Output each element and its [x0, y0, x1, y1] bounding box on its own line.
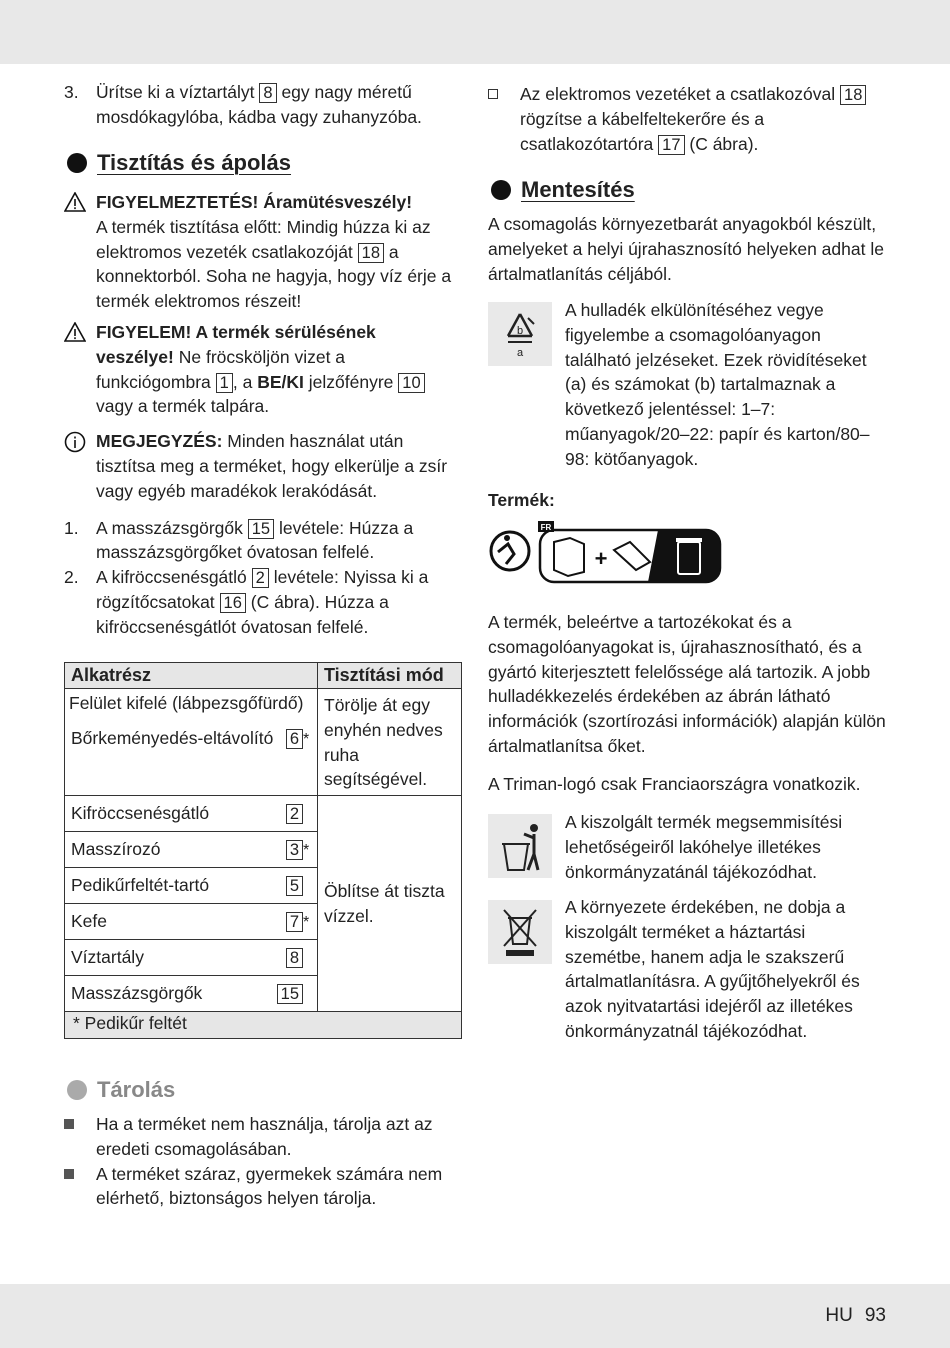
note: MEGJEGYZÉS: Minden használat után tisztítsa meg a terméket, hogy elkerülje a zsír vagy egyéb maradékok lerakódását.	[64, 429, 462, 503]
cleaning-method: Öblítse át tiszta vízzel.	[318, 796, 462, 1012]
svg-text:b: b	[516, 325, 524, 337]
table-footnote: * Pedikűr feltét	[65, 1012, 462, 1039]
recycling-icon	[488, 302, 552, 366]
warning-electric: FIGYELMEZTETÉS! Áramütésveszély! A termék tisztítása előtt: Mindig húzza ki az elektromos vezeték csatlakozóját 18 a konnektorból. Soha ne hagyja, hogy víz érje a termék elektromos részeit!	[64, 190, 462, 314]
table-header: Tisztítási mód	[318, 663, 462, 689]
step-1: 1. A masszázsgörgők 15 levétele: Húzza a masszázsgörgőket óvatosan felfelé.	[64, 517, 414, 563]
product-text: A termék, beleértve a tartozékokat és a csomagolóanyagokat is, újrahasznosítható, és a gyártó kiterjesztett felelőssége alá tartozik. A jobb hulladékkezelés érdekében az ábrán látható információk (szortírozási információk) alapján külön ártalmatlanítsa őket. A Triman-logó csak Franciaországra vonatkozik.	[488, 612, 886, 794]
part-name: Kifröccsenésgátló	[71, 803, 210, 823]
cleaning-table	[64, 662, 462, 1039]
footer-bar	[0, 1284, 950, 1348]
product-label: Termék:	[488, 490, 555, 510]
part-name: Bőrkeményedés-eltávolító	[71, 727, 274, 748]
part-name: Víztartály	[71, 947, 144, 967]
header-bar	[0, 0, 950, 64]
table-row: Felület kifelé (lábpezsgőfürdő) Bőrkeményedés-eltávolító 6 * Törölje át egy enyhén nedves ruha segítségével.	[65, 689, 462, 796]
disposal-intro: A csomagolás környezetbarát anyagokból készült, amelyeket a helyi újrahasznosító helyeken adhat le ártalmatlanítás céljából.	[488, 214, 884, 284]
svg-text:+: +	[594, 546, 608, 571]
info-icon	[64, 431, 86, 453]
triman-logo	[488, 520, 722, 586]
bullet-dot-icon	[67, 153, 87, 173]
square-bullet-icon	[64, 1119, 74, 1129]
part-name: Felület kifelé (lábpezsgőfürdő)	[69, 693, 304, 713]
section-heading-disposal: Mentesítés	[491, 177, 635, 203]
warnings-block	[64, 190, 462, 640]
part-name: Kefe	[71, 911, 107, 931]
bin-text: A kiszolgált termék megsemmisítési lehetőségeiről lakóhelye illetékes önkormányzatánál tájékozódhat.	[565, 812, 843, 882]
warning-triangle-icon	[64, 192, 86, 212]
crossed-bin-icon	[488, 900, 552, 964]
waste-bin-icon	[488, 814, 552, 878]
storage-list	[64, 1112, 462, 1211]
cleaning-method: Törölje át egy enyhén nedves ruha segítségével.	[318, 689, 462, 796]
table-row: Kifröccsenésgátló 2 Masszírozó 3 * Pedikűrfeltét-tartó 5 Kefe 7 * Víztartály 8 Masszázsgörgők 15 Öblítse át tiszta vízzel.	[65, 796, 462, 1012]
section-heading-cleaning: Tisztítás és ápolás	[67, 150, 291, 176]
checkbox-icon	[488, 89, 498, 99]
ref-box: 8	[259, 83, 276, 103]
svg-text:FR: FR	[540, 523, 552, 532]
table-header: Alkatrész	[65, 663, 318, 689]
left-column	[64, 80, 462, 130]
part-name: Masszírozó	[71, 839, 161, 859]
part-name: Masszázsgörgők	[71, 983, 203, 1003]
bullet-dot-icon	[67, 1080, 87, 1100]
step-2: 2. A kifröccsenésgátló 2 levétele: Nyissa ki a rögzítőcsatokat 16 (C ábra). Húzza a kifröccsenésgátlót óvatosan felfelé.	[64, 567, 429, 637]
bullet-dot-icon	[491, 180, 511, 200]
list-item: A terméket száraz, gyermekek számára nem elérhető, biztonságos helyen tárolja.	[64, 1162, 462, 1212]
step-3: 3. Ürítse ki a víztartályt 8 egy nagy méretű mosdókagylóba, kádba vagy zuhanyzóba.	[64, 82, 422, 127]
warning-triangle-icon	[64, 322, 86, 342]
list-item: Ha a terméket nem használja, tárolja azt az eredeti csomagolásában.	[64, 1112, 462, 1162]
part-name: Pedikűrfeltét-tartó	[71, 875, 210, 895]
warning-damage: FIGYELEM! A termék sérülésének veszélye! Ne fröcsköljön vizet a funkciógombra 1 , a BE/KI jelzőfényre 10 vagy a termék talpára.	[64, 320, 462, 419]
right-column-top	[488, 82, 888, 156]
section-heading-storage: Tárolás	[67, 1077, 175, 1103]
recycling-text: A hulladék elkülönítéséhez vegye figyelembe a csomagolóanyagon található jelzéseket. Ezek rövidítéseket (a) és számokat (b) tartalmaznak a következő jelentéssel: 1–7: műanyagok/20–22: papír és karton/80–98: kötőanyagok.	[565, 300, 870, 469]
square-bullet-icon	[64, 1169, 74, 1179]
cable-step: Az elektromos vezetéket a csatlakozóval 18 rögzítse a kábelfeltekerőre és a csatlakozótartóra 17 (C ábra).	[488, 82, 888, 156]
weee-text: A környezete érdekében, ne dobja a kiszolgált terméket a háztartási szemétbe, hanem adja le szakszerű ártalmatlanításra. A gyűjtőhelyekről és azok nyitvatartási idejéről az illetékes önkormányzatnál tájékozódhat.	[565, 897, 860, 1041]
svg-text:a: a	[516, 347, 524, 359]
page-number: HU 93	[825, 1305, 886, 1326]
